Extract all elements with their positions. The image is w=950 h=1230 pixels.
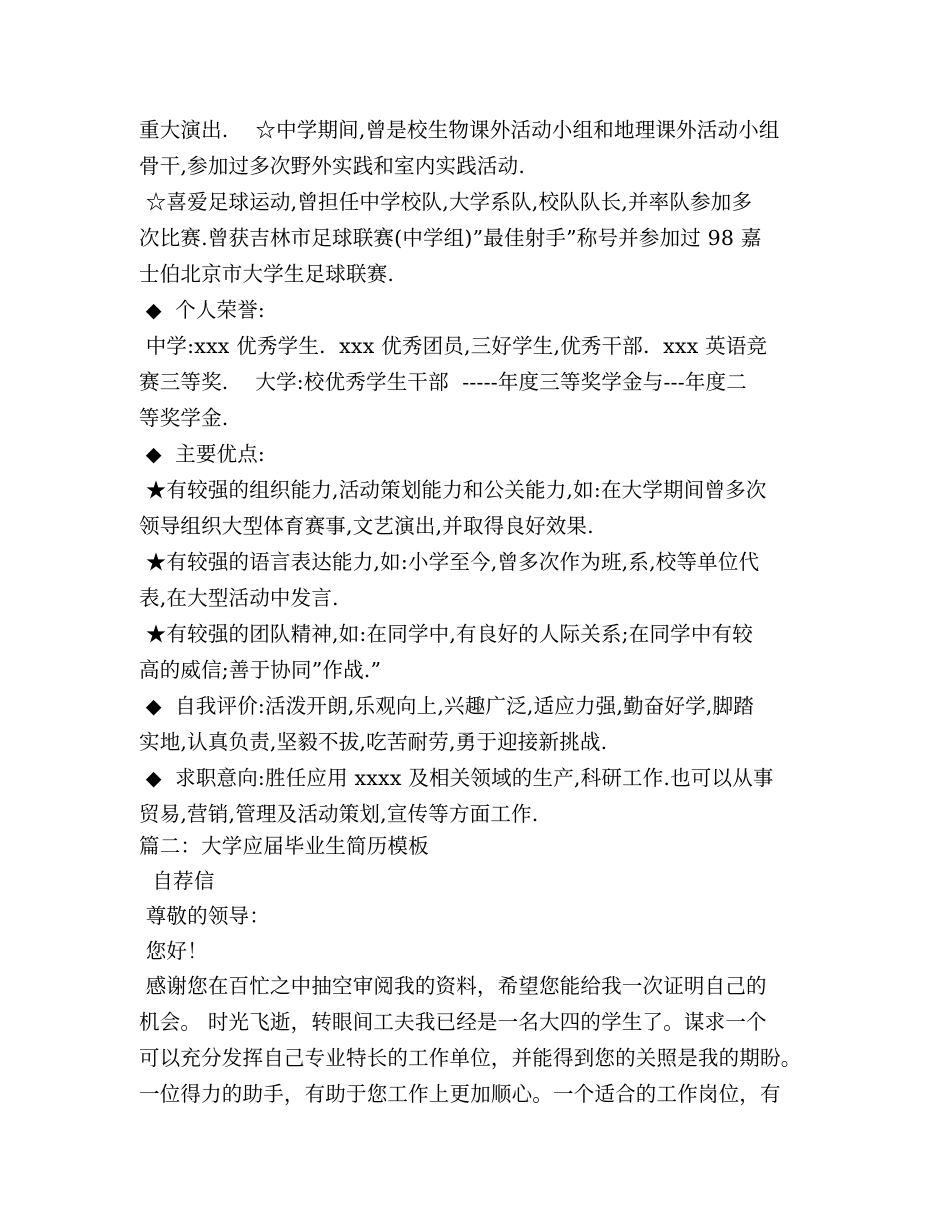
text-line: 中学:xxx 优秀学生. xxx 优秀团员,三好学生,优秀干部. xxx 英语竞 [139, 334, 768, 358]
text-line: 可以充分发挥自己专业特长的工作单位，并能得到您的关照是我的期盼。 [139, 1046, 802, 1070]
text-line: 一位得力的助手，有助于您工作上更加顺心。一个适合的工作岗位，有 [139, 1082, 781, 1106]
letter-title: 自荐信 [139, 869, 215, 893]
text-line: 实地,认真负责,坚毅不拔,吃苦耐劳,勇于迎接新挑战. [139, 730, 608, 754]
text-line: 等奖学金. [139, 406, 229, 430]
text-line: ★有较强的语言表达能力,如:小学至今,曾多次作为班,系,校等单位代 [139, 550, 760, 574]
letter-greeting: 您好！ [139, 939, 208, 963]
letter-salutation: 尊敬的领导： [139, 904, 270, 928]
text-line: 次比赛.曾获吉林市足球联赛(中学组)”最佳射手”称号并参加过 98 嘉 [139, 226, 762, 250]
text-line: ★有较强的团队精神,如:在同学中,有良好的人际关系;在同学中有较 [139, 622, 753, 646]
text-line: 赛三等奖. 大学:校优秀学生干部 -----年度三等奖学金与---年度二 [139, 370, 747, 394]
section-heading-strengths: ◆ 主要优点: [139, 442, 266, 466]
text-line: 机会。 时光飞逝，转眼间工夫我已经是一名大四的学生了。谋求一个 [139, 1010, 767, 1034]
text-line: 领导组织大型体育赛事,文艺演出,并取得良好效果. [139, 514, 594, 538]
part-two-heading: 篇二：大学应届毕业生简历模板 [139, 834, 429, 858]
text-line: 感谢您在百忙之中抽空审阅我的资料，希望您能给我一次证明自己的 [139, 974, 767, 998]
text-line: ★有较强的组织能力,活动策划能力和公关能力,如:在大学期间曾多次 [139, 478, 767, 502]
text-line: 高的威信;善于协同”作战.” [139, 658, 382, 682]
text-line: 贸易,营销,管理及活动策划,宣传等方面工作. [139, 802, 539, 826]
text-line: 士伯北京市大学生足球联赛. [139, 262, 395, 286]
text-line: ☆喜爱足球运动,曾担任中学校队,大学系队,校队队长,并率队参加多 [139, 190, 753, 214]
section-heading-honors: ◆ 个人荣誉: [139, 298, 266, 322]
section-self-evaluation: ◆ 自我评价:活泼开朗,乐观向上,兴趣广泛,适应力强,勤奋好学,脚踏 [139, 694, 755, 718]
section-job-intention: ◆ 求职意向:胜任应用 xxxx 及相关领域的生产,科研工作.也可以从事 [139, 766, 774, 790]
text-line: 表,在大型活动中发言. [139, 586, 339, 610]
text-line: 重大演出. ☆中学期间,曾是校生物课外活动小组和地理课外活动小组 [139, 118, 780, 142]
text-line: 骨干,参加过多次野外实践和室内实践活动. [139, 154, 526, 178]
